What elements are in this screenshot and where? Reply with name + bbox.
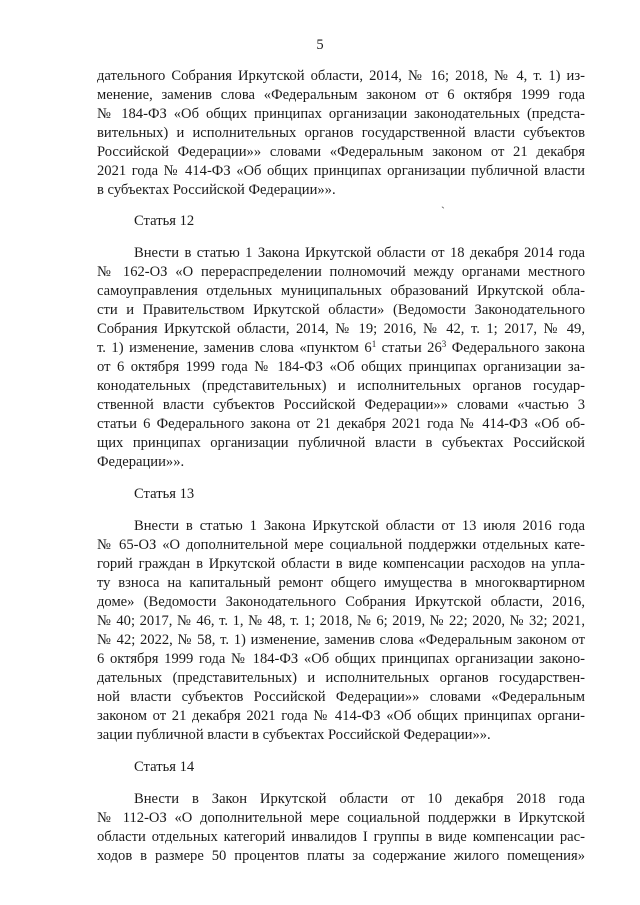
article-line: Внести в статью 1 Закона Иркутской области от 18 декабря 2014 года (134, 245, 585, 261)
article-line: ту взноса на капитальный ремонт общего имущества в многоквартирном (97, 575, 585, 591)
text-fragment: т. 1) изменение, заменив слова «пунктом 6 (97, 340, 372, 356)
intro-line: 2021 года № 414-ФЗ «Об общих принципах организации публичной власти (97, 163, 585, 179)
article-line: сти и Правительством Иркутской области» (Ведомости Законодательного (97, 302, 585, 318)
intro-line: Российской Федерации»» словами «Федеральным законом от 21 декабря (97, 144, 585, 160)
article-line: Федерации»». (97, 454, 185, 470)
article-line: ной власти субъектов Российской Федерации»» словами «Федеральным (97, 689, 585, 705)
article-line-superscripts (97, 339, 585, 358)
article-line: № 42; 2022, № 58, т. 1) изменение, заменив слова «Федеральным законом от (97, 632, 585, 648)
article-line: зации публичной власти в субъектах Российской Федерации»». (97, 727, 491, 743)
stray-mark: ˏ (441, 195, 445, 209)
article-line: ходов в размере 50 процентов платы за содержание жилого помещения» (97, 848, 585, 864)
article-line: Собрания Иркутской области, 2014, № 19; 2016, № 42, т. 1; 2017, № 49, (97, 321, 585, 337)
article-line: 6 октября 1999 года № 184-ФЗ «Об общих принципах организации законо- (97, 651, 585, 667)
article-line: № 112-ОЗ «О дополнительной мере социальной поддержки в Иркутской (97, 810, 585, 826)
article-line: от 6 октября 1999 года № 184-ФЗ «Об общих принципах организации за- (97, 359, 585, 375)
intro-line: № 184-ФЗ «Об общих принципах организации законодательных (предста- (97, 106, 585, 122)
article-line: области отдельных категорий инвалидов I группы в виде компенсации рас- (97, 829, 585, 845)
article-line: № 162-ОЗ «О перераспределении полномочий между органами местного (97, 264, 585, 280)
intro-line: дательного Собрания Иркутской области, 2014, № 16; 2018, № 4, т. 1) из- (97, 68, 585, 84)
article-13-heading: Статья 13 (134, 486, 195, 502)
article-line: горий граждан в Иркутской области в виде компенсации расходов на упла- (97, 556, 585, 572)
article-line: щих принципах организации публичной власти в субъектах Российской (97, 435, 585, 451)
article-line: доме» (Ведомости Законодательного Собрания Иркутской области, 2016, (97, 594, 585, 610)
article-line: № 40; 2017, № 46, т. 1, № 48, т. 1; 2018, № 6; 2019, № 22; 2020, № 32; 2021, (97, 613, 585, 629)
article-line: Внести в статью 1 Закона Иркутской области от 13 июля 2016 года (134, 518, 585, 534)
article-line: Внести в Закон Иркутской области от 10 декабря 2018 года (134, 791, 585, 807)
text-fragment: статьи 26 (376, 340, 442, 356)
article-line: № 65-ОЗ «О дополнительной мере социальной поддержки отдельных кате- (97, 537, 585, 553)
article-line: конодательных (представительных) и исполнительных органов государ- (97, 378, 585, 394)
superscript: 1 (371, 339, 377, 349)
superscript: 3 (441, 339, 447, 349)
page-number: 5 (316, 37, 324, 53)
article-14-heading: Статья 14 (134, 759, 195, 775)
article-line: законом от 21 декабря 2021 года № 414-ФЗ «Об общих принципах органи- (97, 708, 585, 724)
article-line: ственной власти субъектов Российской Федерации»» словами «частью 3 (97, 397, 585, 413)
article-line: статьи 6 Федерального закона от 21 декабря 2021 года № 414-ФЗ «Об об- (97, 416, 585, 432)
article-line: дательных (представительных) и исполнительных органов государствен- (97, 670, 585, 686)
intro-line: в субъектах Российской Федерации»». (97, 182, 336, 198)
intro-line: вительных) и исполнительных органов государственной власти субъектов (97, 125, 585, 141)
text-fragment: Федерального закона (446, 340, 585, 356)
article-line: самоуправления отдельных муниципальных образований Иркутской обла- (97, 283, 585, 299)
intro-line: менение, заменив слова «Федеральным законом от 6 октября 1999 года (97, 87, 585, 103)
article-12-heading: Статья 12 (134, 213, 195, 229)
